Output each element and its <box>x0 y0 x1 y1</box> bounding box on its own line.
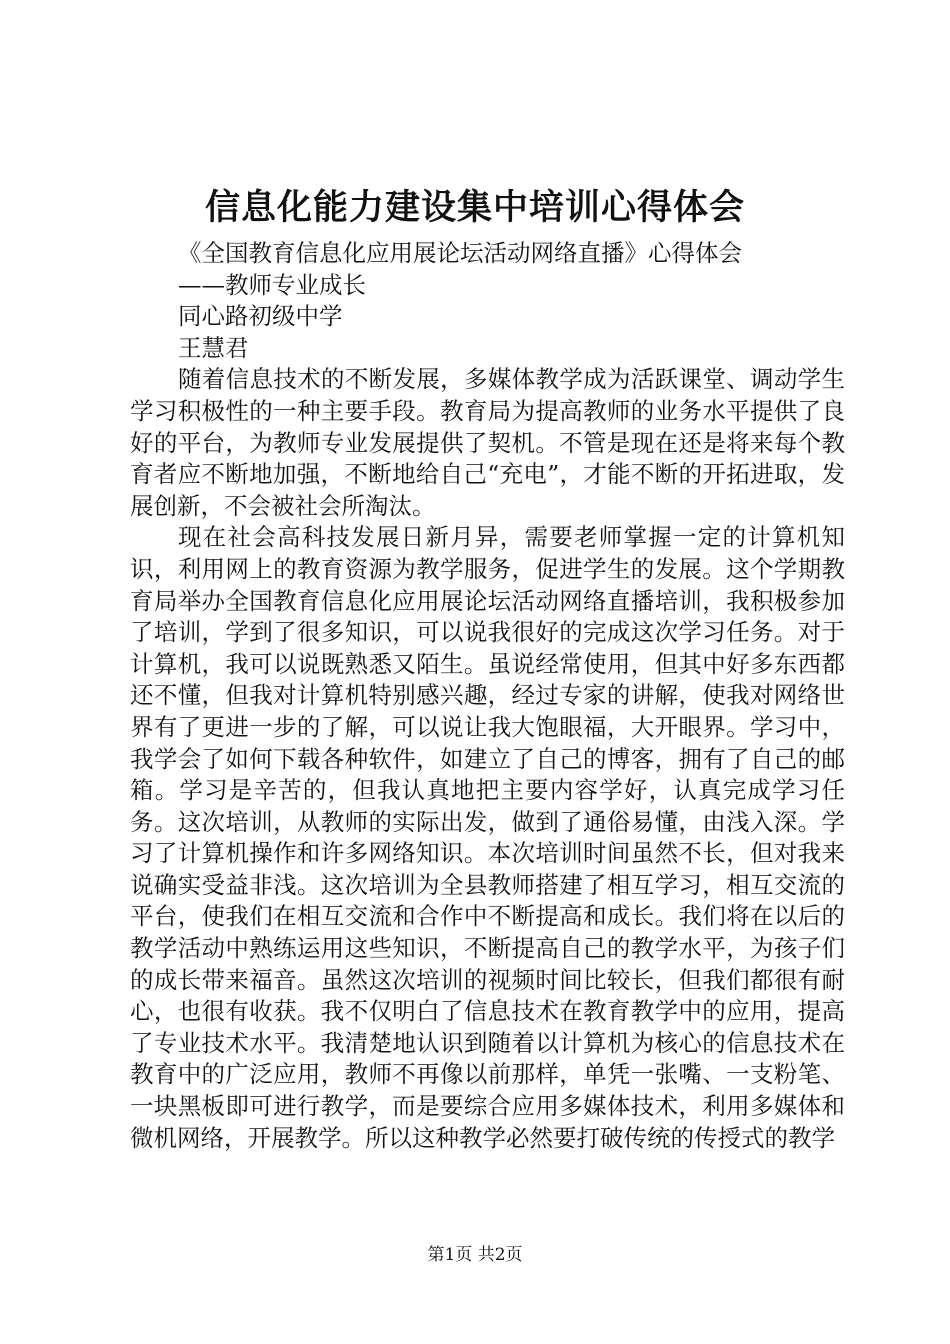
body-paragraph-2: 现在社会高科技发展日新月异，需要老师掌握一定的计算机知识，利用网上的教育资源为教学服务，促进学生的发展。这个学期教育局举办全国教育信息化应用展论坛活动网络直播培训，我积极参加了培训，学到了很多知识，可以说我很好的完成这次学习任务。对于计算机，我可以说既熟悉又陌生。虽说经常使用，但其中好多东西都还不懂，但我对计算机特别感兴趣，经过专家的讲解，使我对网络世界有了更进一步的了解，可以说让我大饱眼福，大开眼界。学习中，我学会了如何下载各种软件，如建立了自己的博客，拥有了自己的邮箱。学习是辛苦的，但我认真地把主要内容学好，认真完成学习任务。这次培训，从教师的实际出发，做到了通俗易懂，由浅入深。学习了计算机操作和许多网络知识。本次培训时间虽然不长，但对我来说确实受益非浅。这次培训为全县教师搭建了相互学习，相互交流的平台，使我们在相互交流和合作中不断提高和成长。我们将在以后的教学活动中熟练运用这些知识，不断提高自己的教学水平，为孩子们的成长带来福音。虽然这次培训的视频时间比较长，但我们都很有耐心，也很有收获。我不仅明白了信息技术在教育教学中的应用，提高了专业技术水平。我清楚地认识到随着以计算机为核心的信息技术在教育中的广泛应用，教师不再像以前那样，单凭一张嘴、一支粉笔、一块黑板即可进行教学，而是要综合应用多媒体技术，利用多媒体和微机网络，开展教学。所以这种教学必然要打破传统的传授式的教学 <box>130 523 845 1152</box>
subtitle-theme-line: ——教师专业成长 <box>178 270 366 299</box>
subtitle-line: 《全国教育信息化应用展论坛活动网络直播》心得体会 <box>178 239 742 267</box>
document-title: 信息化能力建设集中培训心得体会 <box>204 188 745 228</box>
school-name: 同心路初级中学 <box>178 302 343 331</box>
author-name: 王慧君 <box>178 333 249 362</box>
body-paragraph-1: 随着信息技术的不断发展，多媒体教学成为活跃课堂、调动学生学习积极性的一种主要手段。教育局为提高教师的业务水平提供了良好的平台，为教师专业发展提供了契机。不管是现在还是将来每个教育者应不断地加强，不断地给自己“充电”，才能不断的开拓进取，发展创新，不会被社会所淘汰。 <box>130 365 845 520</box>
document-body <box>130 238 845 1154</box>
page-number-footer: 第1页 共2页 <box>427 1245 523 1265</box>
